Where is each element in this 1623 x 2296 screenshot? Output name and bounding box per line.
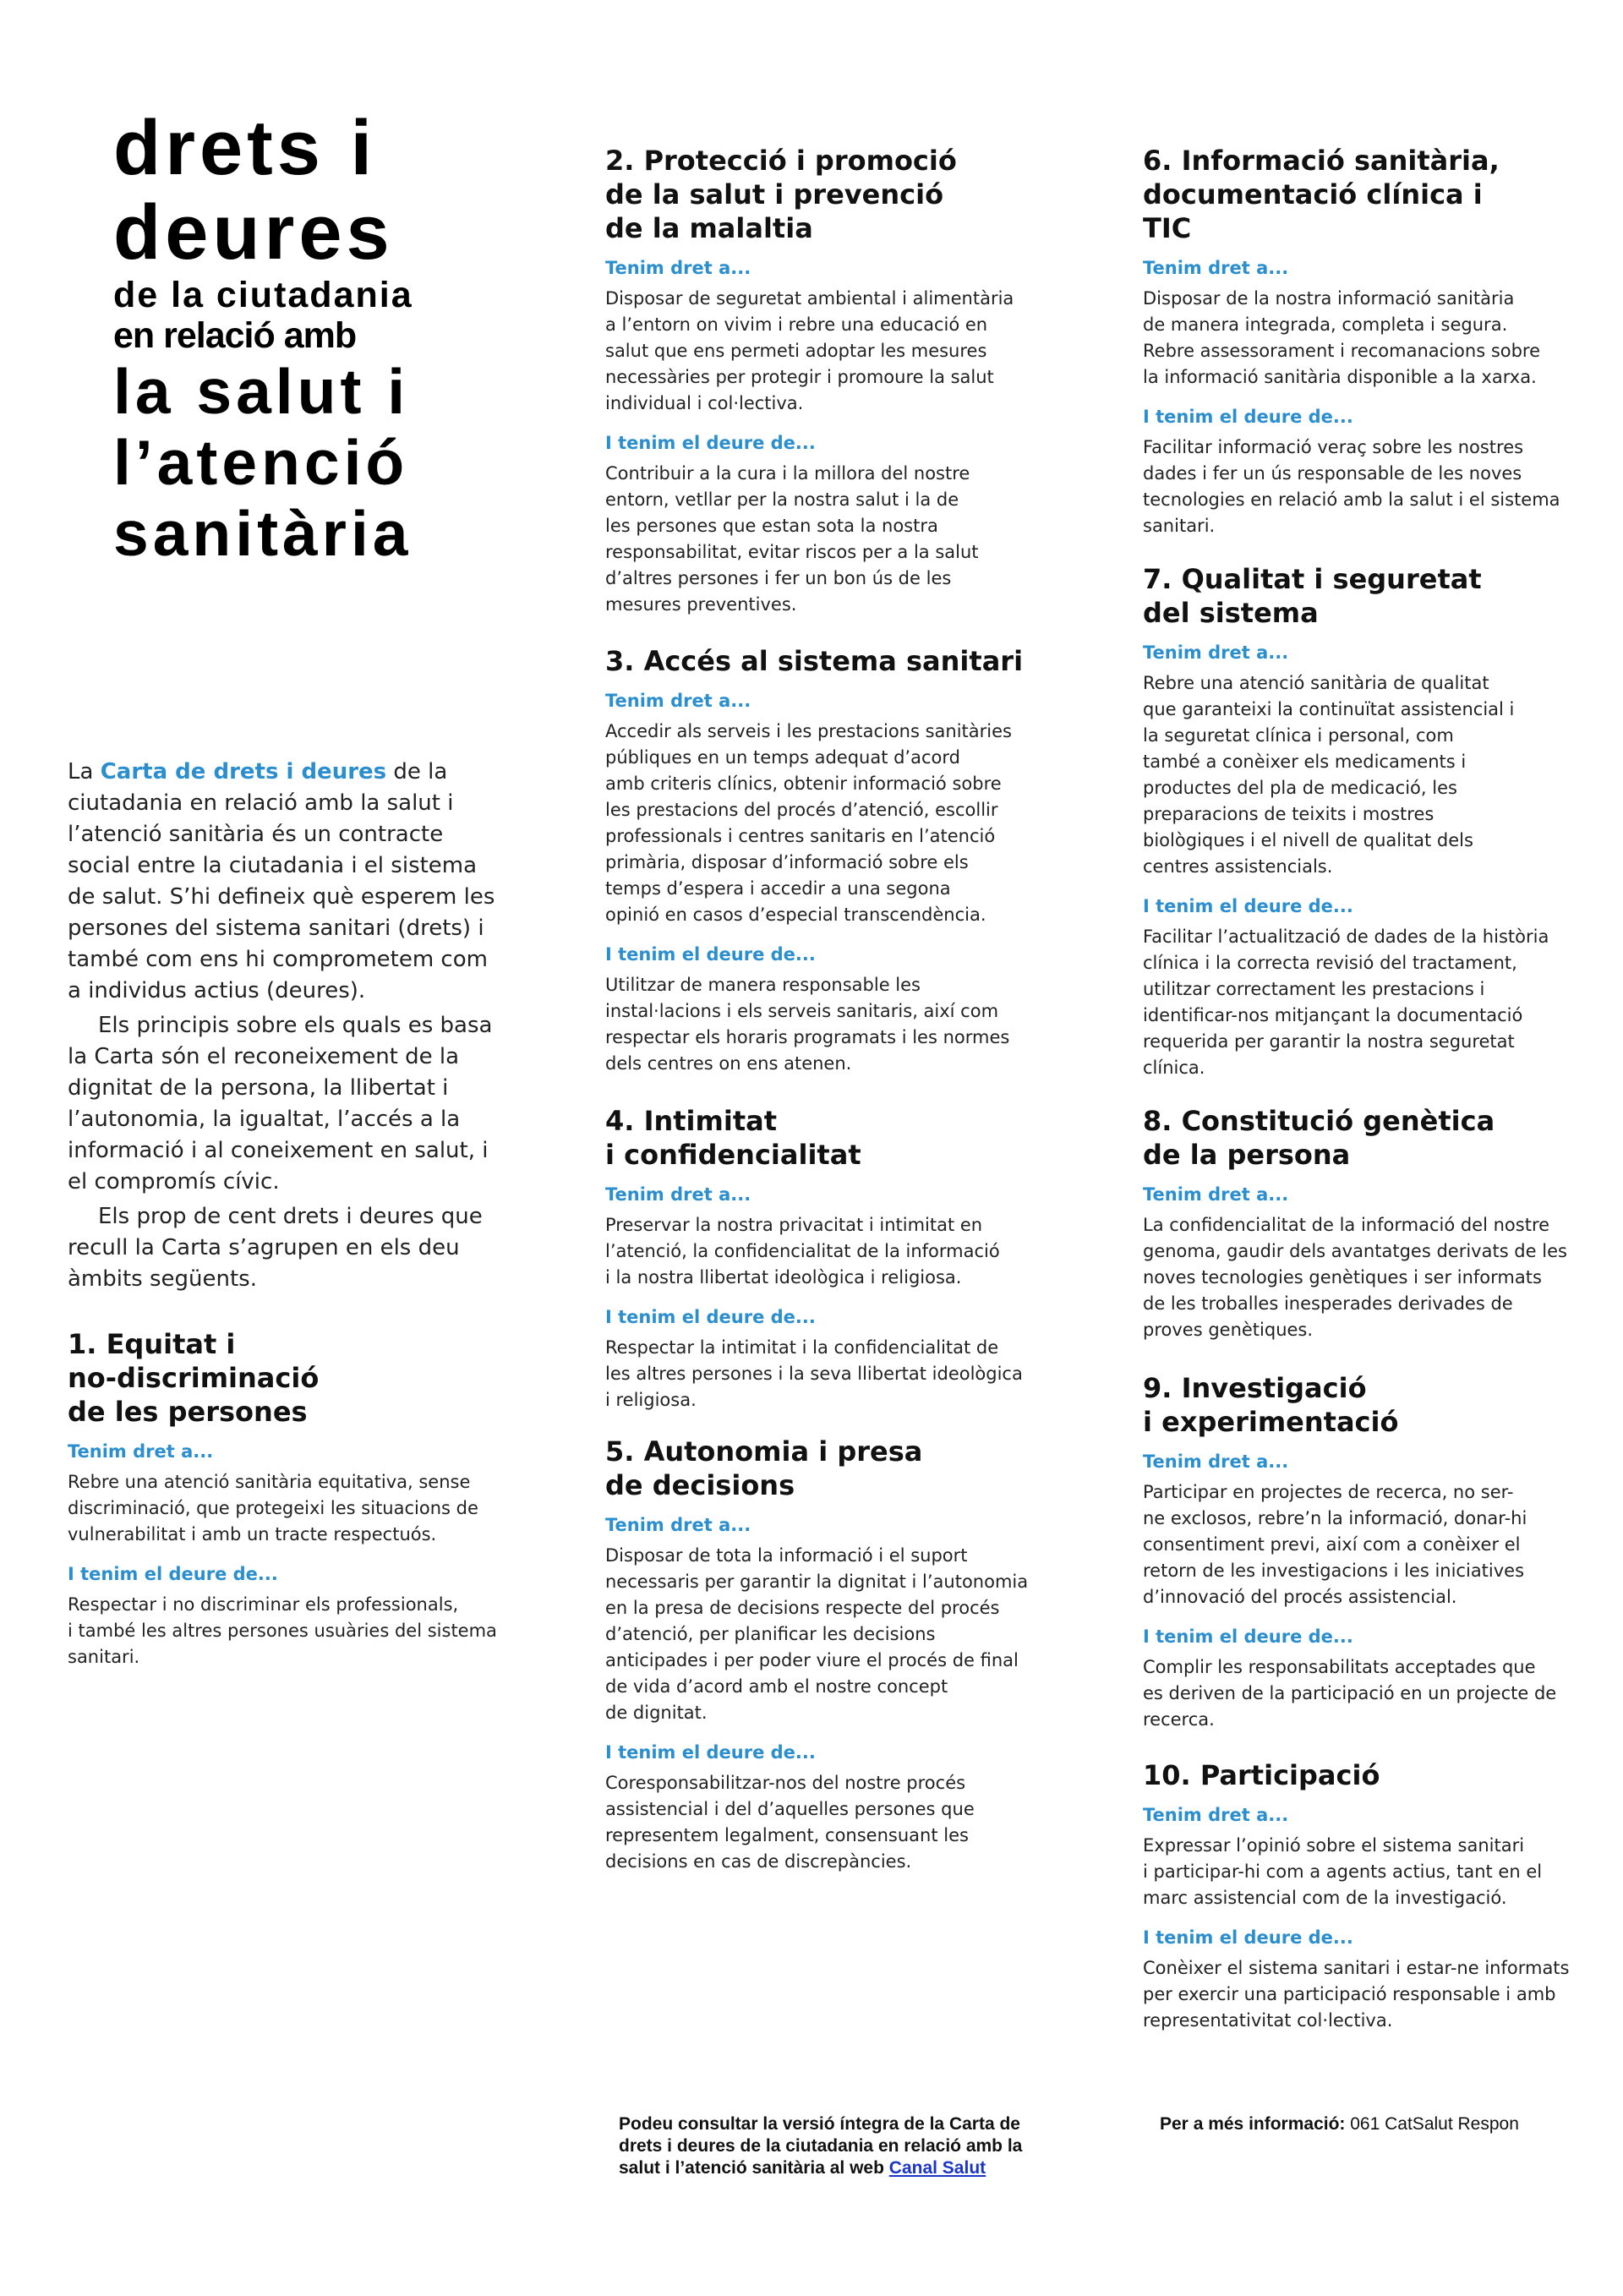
title-line-4: en relació amb (113, 315, 357, 356)
duty-label: I tenim el deure de... (605, 1307, 816, 1327)
duty-text: Complir les responsabilitats acceptades que es deriven de la participació en un projecte de recerca. (1143, 1657, 1557, 1730)
right-label: Tenim dret a... (605, 1515, 751, 1535)
right-label: Tenim dret a... (68, 1441, 214, 1462)
intro-p1-rest: de la ciutadania en relació amb la salut i l’atenció sanitària és un contracte social entre la ciutadania i el sistema de salut. S’hi defineix què esperem les persones del sistema sanitari (drets) i també com ens hi comprometem com a individus actius (deures). (68, 759, 495, 1003)
duty-text: Facilitar informació veraç sobre les nostres dades i fer un ús responsable de les noves tecnologies en relació amb la salut i el sistema sanitari. (1143, 437, 1560, 536)
right-text: Disposar de la nostra informació sanitària de manera integrada, completa i segura. Rebre assessorament i recomanacions sobre la informació sanitària disponible a la xarxa. (1143, 288, 1541, 387)
right-text: Preservar la nostra privacitat i intimitat en l’atenció, la confidencialitat de la informació i la nostra llibertat ideològica i religiosa. (605, 1215, 1000, 1287)
duty-text: Respectar i no discriminar els professionals, i també les altres persones usuàries del sistema sanitari. (68, 1594, 497, 1667)
footer-info (1160, 2113, 1599, 2135)
right-text: Disposar de seguretat ambiental i alimentària a l’entorn on vivim i rebre una educació en salut que ens permeti adoptar les mesures necessàries per protegir i promoure la salut individual i col·lectiva. (605, 288, 1014, 413)
right-label: Tenim dret a... (1143, 1184, 1289, 1205)
section-title: 4. Intimitat i confidencialitat (605, 1105, 861, 1171)
title-line-6: l’atenció (113, 427, 409, 498)
section-2 (605, 144, 1036, 618)
duty-text: Contribuir a la cura i la millora del nostre entorn, vetllar per la nostra salut i la de les persones que estan sota la nostra responsabilitat, evitar riscos per a la salut d’altres persones i fer un bon ús de les mesures preventives. (605, 463, 979, 615)
intro-prefix: La (68, 759, 101, 784)
page-title (113, 106, 519, 569)
right-label: Tenim dret a... (605, 691, 751, 711)
right-label: Tenim dret a... (1143, 642, 1289, 663)
section-3 (605, 644, 1036, 1077)
right-label: Tenim dret a... (1143, 258, 1289, 278)
duty-label: I tenim el deure de... (1143, 1626, 1353, 1647)
intro-text (68, 757, 507, 1295)
duty-text: Facilitar l’actualització de dades de la història clínica i la correcta revisió del tractament, utilitzar correctament les prestacions i identificar-nos mitjançant la documentació requerida per garantir la nostra seguretat clínica. (1143, 927, 1549, 1078)
title-line-1: drets i (113, 105, 377, 191)
right-text: Expressar l’opinió sobre el sistema sanitari i participar-hi com a agents actius, tant en el marc assistencial com de la investigació. (1143, 1835, 1543, 1908)
title-line-3: de la ciutadania (113, 275, 413, 315)
title-line-2: deures (113, 189, 394, 276)
duty-label: I tenim el deure de... (68, 1564, 278, 1584)
duty-label: I tenim el deure de... (605, 944, 816, 965)
section-10 (1143, 1758, 1582, 2034)
duty-label: I tenim el deure de... (605, 433, 816, 453)
right-label: Tenim dret a... (1143, 1805, 1289, 1825)
section-7 (1143, 562, 1582, 1081)
section-title: 7. Qualitat i seguretat del sistema (1143, 563, 1482, 629)
right-label: Tenim dret a... (605, 258, 751, 278)
duty-label: I tenim el deure de... (1143, 407, 1353, 427)
duty-text: Conèixer el sistema sanitari i estar-ne informats per exercir una participació responsable i amb representativitat col·lectiva. (1143, 1958, 1570, 2031)
section-6 (1143, 144, 1582, 539)
right-label: Tenim dret a... (605, 1184, 751, 1205)
footer-info-text: 061 CatSalut Respon (1345, 2114, 1519, 2134)
duty-label: I tenim el deure de... (605, 1742, 816, 1763)
duty-text: Utilitzar de manera responsable les instal·lacions i els serveis sanitaris, així com respectar els horaris programats i les normes dels centres on ens atenen. (605, 975, 1010, 1074)
section-8 (1143, 1104, 1582, 1343)
section-4 (605, 1104, 1036, 1413)
footer-info-label: Per a més informació: (1160, 2114, 1346, 2134)
right-text: Rebre una atenció sanitària equitativa, sense discriminació, que protegeixi les situacions de vulnerabilitat i amb un tracte respectuós. (68, 1472, 478, 1544)
intro-paragraph-2: Els principis sobre els quals es basa la Carta són el reconeixement de la dignitat de la persona, la llibertat i l’autonomia, la igualtat, l’accés a la informació i al coneixement en salut, i el compromís cívic. (68, 1013, 493, 1194)
section-5 (605, 1435, 1036, 1875)
section-9 (1143, 1371, 1582, 1733)
section-title: 9. Investigació i experimentació (1143, 1372, 1399, 1438)
title-line-7: sanitària (113, 498, 413, 569)
right-text: La confidencialitat de la informació del nostre genoma, gaudir dels avantatges derivats de les noves tecnologies genètiques i ser informats de les troballes inesperades derivades de proves genètiques. (1143, 1215, 1567, 1340)
intro-paragraph-1 (68, 757, 507, 1007)
footer-consult (619, 2113, 1033, 2179)
intro-paragraph-3: Els prop de cent drets i deures que recull la Carta s’agrupen en els deu àmbits següents. (68, 1204, 483, 1292)
duty-label: I tenim el deure de... (1143, 896, 1353, 916)
section-title: 10. Participació (1143, 1759, 1380, 1791)
section-title: 5. Autonomia i presa de decisions (605, 1435, 923, 1501)
section-title: 1. Equitat i no-discriminació de les persones (68, 1328, 320, 1428)
canal-salut-link[interactable]: Canal Salut (888, 2158, 986, 2178)
footer-consult-text: Podeu consultar la versió íntegra de la Carta de drets i deures de la ciutadania en relació amb la salut i l’atenció sanitària al web (619, 2114, 1023, 2178)
right-label: Tenim dret a... (1143, 1451, 1289, 1472)
duty-text: Respectar la intimitat i la confidencialitat de les altres persones i la seva llibertat ideològica i religiosa. (605, 1337, 1023, 1410)
section-title: 2. Protecció i promoció de la salut i prevenció de la malaltia (605, 145, 957, 244)
duty-text: Coresponsabilitzar-nos del nostre procés assistencial i del d’aquelles persones que representem legalment, consensuant les decisions en cas de discrepàncies. (605, 1773, 975, 1872)
section-1 (68, 1327, 507, 1670)
right-text: Participar en projectes de recerca, no ser- ne exclosos, rebre’n la informació, donar-hi consentiment previ, així com a conèixer el retorn de les investigacions i les iniciatives d’innovació del procés assistencial. (1143, 1482, 1527, 1607)
duty-label: I tenim el deure de... (1143, 1927, 1353, 1948)
right-text: Rebre una atenció sanitària de qualitat que garanteixi la continuïtat assistencial i la seguretat clínica i personal, com també a conèixer els medicaments i productes del pla de medicació, les preparacions de teixits i mostres biològiques i el nivell de qualitat dels centres assistencials. (1143, 673, 1515, 877)
title-line-5: la salut i (113, 356, 410, 427)
carta-highlight: Carta de drets i deures (100, 759, 387, 784)
section-title: 6. Informació sanitària, documentació clínica i TIC (1143, 145, 1500, 244)
section-title: 8. Constitució genètica de la persona (1143, 1105, 1495, 1171)
right-text: Accedir als serveis i les prestacions sanitàries públiques en un temps adequat d’acord amb criteris clínics, obtenir informació sobre les prestacions del procés d’atenció, escollir professionals i centres sanitaris en l’atenció primària, disposar d’informació sobre els temps d’espera i accedir a una segona opinió en casos d’especial transcendència. (605, 721, 1012, 925)
section-title: 3. Accés al sistema sanitari (605, 645, 1024, 677)
right-text: Disposar de tota la informació i el suport necessaris per garantir la dignitat i l’autonomia en la presa de decisions respecte del procés d’atenció, per planificar les decisions anticipades i per poder viure el procés de final de vida d’acord amb el nostre concept de dignitat. (605, 1545, 1029, 1723)
